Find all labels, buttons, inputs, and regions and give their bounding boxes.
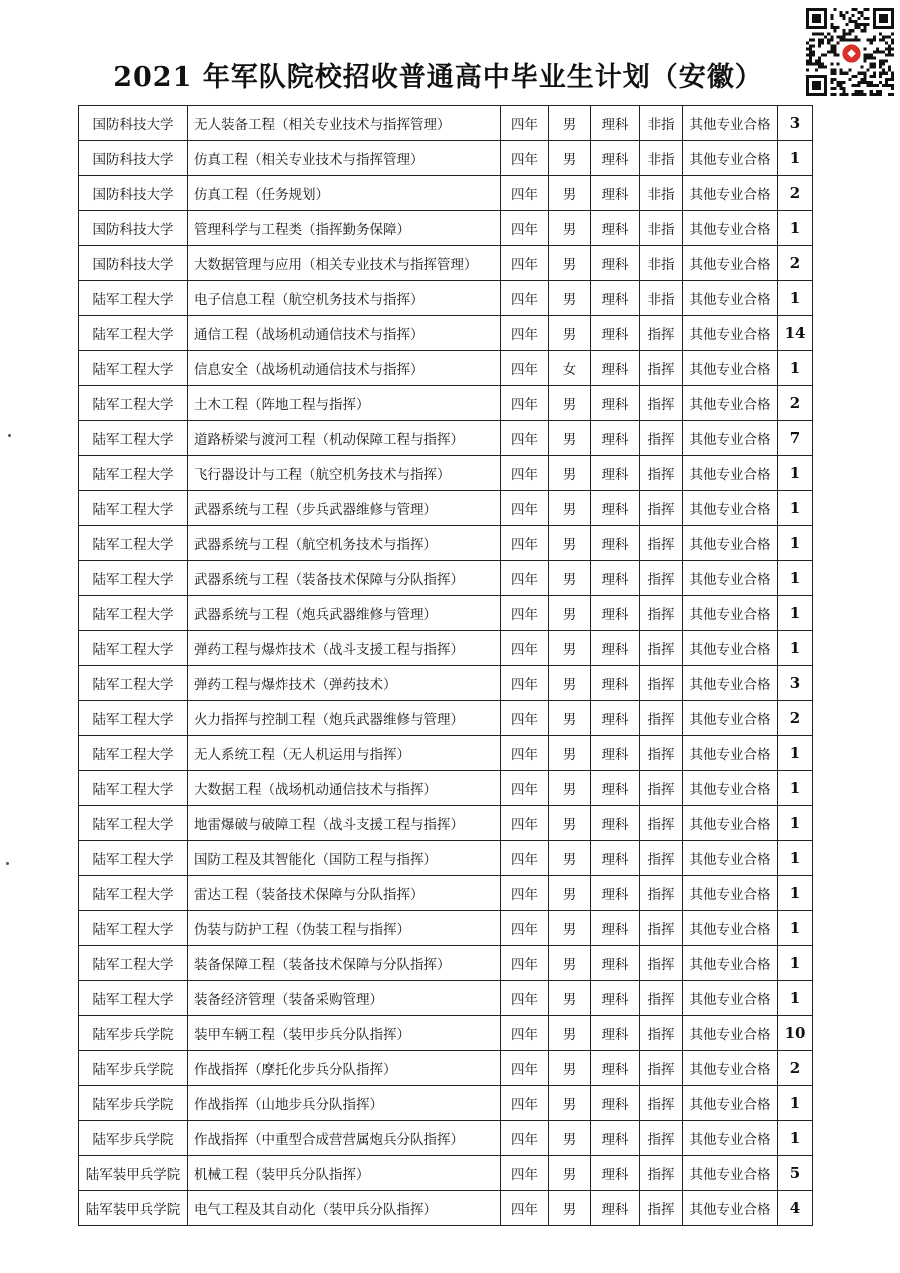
school-cell: 陆军装甲兵学院: [79, 1156, 188, 1191]
requirement-cell: 其他专业合格: [683, 911, 778, 946]
duration-cell: 四年: [501, 281, 549, 316]
subject-cell: 理科: [591, 806, 640, 841]
count-cell: 1: [778, 981, 813, 1016]
subject-cell: 理科: [591, 1191, 640, 1226]
subject-cell: 理科: [591, 421, 640, 456]
requirement-cell: 其他专业合格: [683, 771, 778, 806]
requirement-cell: 其他专业合格: [683, 946, 778, 981]
gender-cell: 男: [549, 736, 591, 771]
gender-cell: 男: [549, 1121, 591, 1156]
subject-cell: 理科: [591, 1016, 640, 1051]
requirement-cell: 其他专业合格: [683, 281, 778, 316]
major-cell: 作战指挥（山地步兵分队指挥）: [188, 1086, 501, 1121]
table-row: [79, 771, 813, 806]
qr-code: [806, 8, 894, 96]
requirement-cell: 其他专业合格: [683, 1191, 778, 1226]
major-cell: 大数据工程（战场机动通信技术与指挥）: [188, 771, 501, 806]
subject-cell: 理科: [591, 946, 640, 981]
gender-cell: 男: [549, 421, 591, 456]
duration-cell: 四年: [501, 1121, 549, 1156]
duration-cell: 四年: [501, 876, 549, 911]
subject-cell: 理科: [591, 596, 640, 631]
type-cell: 指挥: [640, 491, 683, 526]
subject-cell: 理科: [591, 526, 640, 561]
subject-cell: 理科: [591, 351, 640, 386]
type-cell: 指挥: [640, 596, 683, 631]
duration-cell: 四年: [501, 561, 549, 596]
type-cell: 指挥: [640, 421, 683, 456]
gender-cell: 男: [549, 771, 591, 806]
type-cell: 指挥: [640, 351, 683, 386]
school-cell: 陆军装甲兵学院: [79, 1191, 188, 1226]
major-cell: 通信工程（战场机动通信技术与指挥）: [188, 316, 501, 351]
type-cell: 指挥: [640, 1086, 683, 1121]
table-row: [79, 526, 813, 561]
duration-cell: 四年: [501, 246, 549, 281]
requirement-cell: 其他专业合格: [683, 841, 778, 876]
major-cell: 土木工程（阵地工程与指挥）: [188, 386, 501, 421]
table-row: [79, 806, 813, 841]
table-row: [79, 1121, 813, 1156]
school-cell: 陆军工程大学: [79, 421, 188, 456]
subject-cell: 理科: [591, 491, 640, 526]
gender-cell: 男: [549, 666, 591, 701]
requirement-cell: 其他专业合格: [683, 421, 778, 456]
major-cell: 武器系统与工程（炮兵武器维修与管理）: [188, 596, 501, 631]
requirement-cell: 其他专业合格: [683, 981, 778, 1016]
type-cell: 指挥: [640, 736, 683, 771]
duration-cell: 四年: [501, 946, 549, 981]
requirement-cell: 其他专业合格: [683, 176, 778, 211]
major-cell: 作战指挥（摩托化步兵分队指挥）: [188, 1051, 501, 1086]
gender-cell: 男: [549, 806, 591, 841]
scan-dot: [6, 862, 9, 865]
requirement-cell: 其他专业合格: [683, 666, 778, 701]
table-row: [79, 701, 813, 736]
subject-cell: 理科: [591, 386, 640, 421]
subject-cell: 理科: [591, 736, 640, 771]
gender-cell: 男: [549, 631, 591, 666]
type-cell: 指挥: [640, 386, 683, 421]
duration-cell: 四年: [501, 316, 549, 351]
requirement-cell: 其他专业合格: [683, 631, 778, 666]
type-cell: 指挥: [640, 701, 683, 736]
table-row: [79, 981, 813, 1016]
subject-cell: 理科: [591, 876, 640, 911]
requirement-cell: 其他专业合格: [683, 1156, 778, 1191]
count-cell: 1: [778, 806, 813, 841]
gender-cell: 男: [549, 911, 591, 946]
school-cell: 陆军步兵学院: [79, 1121, 188, 1156]
requirement-cell: 其他专业合格: [683, 351, 778, 386]
subject-cell: 理科: [591, 1156, 640, 1191]
duration-cell: 四年: [501, 736, 549, 771]
gender-cell: 男: [549, 526, 591, 561]
subject-cell: 理科: [591, 1121, 640, 1156]
duration-cell: 四年: [501, 386, 549, 421]
gender-cell: 男: [549, 1191, 591, 1226]
school-cell: 陆军工程大学: [79, 561, 188, 596]
requirement-cell: 其他专业合格: [683, 1051, 778, 1086]
major-cell: 地雷爆破与破障工程（战斗支援工程与指挥）: [188, 806, 501, 841]
count-cell: 7: [778, 421, 813, 456]
gender-cell: 男: [549, 561, 591, 596]
type-cell: 指挥: [640, 841, 683, 876]
type-cell: 指挥: [640, 1156, 683, 1191]
count-cell: 3: [778, 106, 813, 141]
major-cell: 管理科学与工程类（指挥勤务保障）: [188, 211, 501, 246]
duration-cell: 四年: [501, 771, 549, 806]
type-cell: 指挥: [640, 771, 683, 806]
duration-cell: 四年: [501, 141, 549, 176]
count-cell: 1: [778, 736, 813, 771]
table-row: [79, 421, 813, 456]
major-cell: 电气工程及其自动化（装甲兵分队指挥）: [188, 1191, 501, 1226]
school-cell: 国防科技大学: [79, 211, 188, 246]
school-cell: 陆军工程大学: [79, 631, 188, 666]
gender-cell: 男: [549, 176, 591, 211]
duration-cell: 四年: [501, 421, 549, 456]
count-cell: 2: [778, 176, 813, 211]
count-cell: 14: [778, 316, 813, 351]
school-cell: 陆军步兵学院: [79, 1016, 188, 1051]
school-cell: 陆军工程大学: [79, 316, 188, 351]
major-cell: 无人装备工程（相关专业技术与指挥管理）: [188, 106, 501, 141]
table-row: [79, 491, 813, 526]
count-cell: 1: [778, 911, 813, 946]
type-cell: 非指: [640, 281, 683, 316]
count-cell: 1: [778, 596, 813, 631]
subject-cell: 理科: [591, 316, 640, 351]
table-row: [79, 876, 813, 911]
gender-cell: 男: [549, 246, 591, 281]
subject-cell: 理科: [591, 106, 640, 141]
subject-cell: 理科: [591, 981, 640, 1016]
subject-cell: 理科: [591, 631, 640, 666]
table-row: [79, 736, 813, 771]
major-cell: 武器系统与工程（步兵武器维修与管理）: [188, 491, 501, 526]
major-cell: 装备保障工程（装备技术保障与分队指挥）: [188, 946, 501, 981]
table-row: [79, 141, 813, 176]
count-cell: 10: [778, 1016, 813, 1051]
table-row: [79, 281, 813, 316]
gender-cell: 男: [549, 386, 591, 421]
major-cell: 机械工程（装甲兵分队指挥）: [188, 1156, 501, 1191]
school-cell: 陆军工程大学: [79, 491, 188, 526]
type-cell: 指挥: [640, 911, 683, 946]
type-cell: 指挥: [640, 1191, 683, 1226]
school-cell: 陆军步兵学院: [79, 1051, 188, 1086]
duration-cell: 四年: [501, 1086, 549, 1121]
subject-cell: 理科: [591, 1086, 640, 1121]
requirement-cell: 其他专业合格: [683, 1086, 778, 1121]
table-row: [79, 946, 813, 981]
school-cell: 陆军工程大学: [79, 526, 188, 561]
duration-cell: 四年: [501, 666, 549, 701]
gender-cell: 男: [549, 1016, 591, 1051]
subject-cell: 理科: [591, 841, 640, 876]
table-row: [79, 1016, 813, 1051]
requirement-cell: 其他专业合格: [683, 106, 778, 141]
duration-cell: 四年: [501, 981, 549, 1016]
enrollment-plan-table: [78, 105, 813, 1226]
type-cell: 指挥: [640, 946, 683, 981]
count-cell: 1: [778, 351, 813, 386]
duration-cell: 四年: [501, 176, 549, 211]
duration-cell: 四年: [501, 351, 549, 386]
scan-dot: [8, 434, 11, 437]
school-cell: 陆军工程大学: [79, 841, 188, 876]
school-cell: 国防科技大学: [79, 246, 188, 281]
type-cell: 指挥: [640, 806, 683, 841]
major-cell: 火力指挥与控制工程（炮兵武器维修与管理）: [188, 701, 501, 736]
major-cell: 装备经济管理（装备采购管理）: [188, 981, 501, 1016]
type-cell: 非指: [640, 211, 683, 246]
count-cell: 1: [778, 1086, 813, 1121]
count-cell: 1: [778, 841, 813, 876]
gender-cell: 男: [549, 491, 591, 526]
gender-cell: 男: [549, 456, 591, 491]
major-cell: 弹药工程与爆炸技术（弹药技术）: [188, 666, 501, 701]
type-cell: 指挥: [640, 876, 683, 911]
type-cell: 指挥: [640, 981, 683, 1016]
table-row: [79, 1191, 813, 1226]
count-cell: 1: [778, 561, 813, 596]
type-cell: 指挥: [640, 561, 683, 596]
requirement-cell: 其他专业合格: [683, 701, 778, 736]
gender-cell: 男: [549, 596, 591, 631]
requirement-cell: 其他专业合格: [683, 141, 778, 176]
gender-cell: 男: [549, 281, 591, 316]
subject-cell: 理科: [591, 281, 640, 316]
major-cell: 无人系统工程（无人机运用与指挥）: [188, 736, 501, 771]
duration-cell: 四年: [501, 106, 549, 141]
subject-cell: 理科: [591, 246, 640, 281]
major-cell: 武器系统与工程（装备技术保障与分队指挥）: [188, 561, 501, 596]
count-cell: 1: [778, 771, 813, 806]
requirement-cell: 其他专业合格: [683, 596, 778, 631]
school-cell: 陆军工程大学: [79, 456, 188, 491]
count-cell: 1: [778, 281, 813, 316]
gender-cell: 男: [549, 701, 591, 736]
requirement-cell: 其他专业合格: [683, 1121, 778, 1156]
duration-cell: 四年: [501, 526, 549, 561]
school-cell: 国防科技大学: [79, 106, 188, 141]
major-cell: 道路桥梁与渡河工程（机动保障工程与指挥）: [188, 421, 501, 456]
duration-cell: 四年: [501, 1016, 549, 1051]
count-cell: 1: [778, 946, 813, 981]
table-row: [79, 841, 813, 876]
requirement-cell: 其他专业合格: [683, 386, 778, 421]
school-cell: 陆军工程大学: [79, 701, 188, 736]
school-cell: 陆军工程大学: [79, 806, 188, 841]
table-row: [79, 631, 813, 666]
subject-cell: 理科: [591, 666, 640, 701]
gender-cell: 男: [549, 876, 591, 911]
table-row: [79, 106, 813, 141]
school-cell: 陆军步兵学院: [79, 1086, 188, 1121]
subject-cell: 理科: [591, 211, 640, 246]
requirement-cell: 其他专业合格: [683, 736, 778, 771]
major-cell: 信息安全（战场机动通信技术与指挥）: [188, 351, 501, 386]
type-cell: 非指: [640, 176, 683, 211]
gender-cell: 男: [549, 946, 591, 981]
type-cell: 指挥: [640, 1121, 683, 1156]
count-cell: 1: [778, 1121, 813, 1156]
table-row: [79, 666, 813, 701]
duration-cell: 四年: [501, 1156, 549, 1191]
table-row: [79, 316, 813, 351]
type-cell: 指挥: [640, 526, 683, 561]
duration-cell: 四年: [501, 1051, 549, 1086]
major-cell: 弹药工程与爆炸技术（战斗支援工程与指挥）: [188, 631, 501, 666]
subject-cell: 理科: [591, 456, 640, 491]
duration-cell: 四年: [501, 491, 549, 526]
count-cell: 4: [778, 1191, 813, 1226]
table-row: [79, 911, 813, 946]
major-cell: 雷达工程（装备技术保障与分队指挥）: [188, 876, 501, 911]
major-cell: 大数据管理与应用（相关专业技术与指挥管理）: [188, 246, 501, 281]
school-cell: 陆军工程大学: [79, 876, 188, 911]
count-cell: 2: [778, 701, 813, 736]
gender-cell: 男: [549, 841, 591, 876]
major-cell: 仿真工程（相关专业技术与指挥管理）: [188, 141, 501, 176]
gender-cell: 男: [549, 981, 591, 1016]
requirement-cell: 其他专业合格: [683, 876, 778, 911]
type-cell: 指挥: [640, 631, 683, 666]
gender-cell: 男: [549, 1051, 591, 1086]
school-cell: 陆军工程大学: [79, 281, 188, 316]
gender-cell: 女: [549, 351, 591, 386]
duration-cell: 四年: [501, 456, 549, 491]
requirement-cell: 其他专业合格: [683, 211, 778, 246]
page-title: 2021 年军队院校招收普通高中毕业生计划（安徽）: [113, 62, 763, 93]
table-row: [79, 1051, 813, 1086]
table-row: [79, 1156, 813, 1191]
gender-cell: 男: [549, 1156, 591, 1191]
table-row: [79, 561, 813, 596]
subject-cell: 理科: [591, 771, 640, 806]
school-cell: 陆军工程大学: [79, 771, 188, 806]
subject-cell: 理科: [591, 1051, 640, 1086]
school-cell: 国防科技大学: [79, 141, 188, 176]
major-cell: 电子信息工程（航空机务技术与指挥）: [188, 281, 501, 316]
gender-cell: 男: [549, 316, 591, 351]
school-cell: 陆军工程大学: [79, 351, 188, 386]
major-cell: 国防工程及其智能化（国防工程与指挥）: [188, 841, 501, 876]
duration-cell: 四年: [501, 211, 549, 246]
major-cell: 装甲车辆工程（装甲步兵分队指挥）: [188, 1016, 501, 1051]
table-row: [79, 596, 813, 631]
duration-cell: 四年: [501, 596, 549, 631]
requirement-cell: 其他专业合格: [683, 561, 778, 596]
gender-cell: 男: [549, 211, 591, 246]
school-cell: 陆军工程大学: [79, 946, 188, 981]
school-cell: 陆军工程大学: [79, 911, 188, 946]
gender-cell: 男: [549, 141, 591, 176]
duration-cell: 四年: [501, 701, 549, 736]
count-cell: 1: [778, 526, 813, 561]
count-cell: 2: [778, 246, 813, 281]
requirement-cell: 其他专业合格: [683, 456, 778, 491]
count-cell: 3: [778, 666, 813, 701]
count-cell: 1: [778, 491, 813, 526]
count-cell: 2: [778, 1051, 813, 1086]
duration-cell: 四年: [501, 631, 549, 666]
table-row: [79, 351, 813, 386]
school-cell: 陆军工程大学: [79, 981, 188, 1016]
school-cell: 陆军工程大学: [79, 736, 188, 771]
subject-cell: 理科: [591, 141, 640, 176]
count-cell: 1: [778, 456, 813, 491]
table-row: [79, 456, 813, 491]
school-cell: 国防科技大学: [79, 176, 188, 211]
count-cell: 1: [778, 141, 813, 176]
major-cell: 作战指挥（中重型合成营营属炮兵分队指挥）: [188, 1121, 501, 1156]
table-row: [79, 176, 813, 211]
table-row: [79, 1086, 813, 1121]
type-cell: 指挥: [640, 666, 683, 701]
type-cell: 指挥: [640, 1016, 683, 1051]
duration-cell: 四年: [501, 1191, 549, 1226]
duration-cell: 四年: [501, 911, 549, 946]
table-row: [79, 211, 813, 246]
type-cell: 非指: [640, 141, 683, 176]
requirement-cell: 其他专业合格: [683, 491, 778, 526]
requirement-cell: 其他专业合格: [683, 1016, 778, 1051]
subject-cell: 理科: [591, 701, 640, 736]
school-cell: 陆军工程大学: [79, 596, 188, 631]
type-cell: 非指: [640, 246, 683, 281]
major-cell: 飞行器设计与工程（航空机务技术与指挥）: [188, 456, 501, 491]
subject-cell: 理科: [591, 911, 640, 946]
type-cell: 指挥: [640, 316, 683, 351]
major-cell: 仿真工程（任务规划）: [188, 176, 501, 211]
type-cell: 指挥: [640, 456, 683, 491]
count-cell: 2: [778, 386, 813, 421]
type-cell: 非指: [640, 106, 683, 141]
count-cell: 1: [778, 876, 813, 911]
gender-cell: 男: [549, 106, 591, 141]
count-cell: 5: [778, 1156, 813, 1191]
requirement-cell: 其他专业合格: [683, 246, 778, 281]
subject-cell: 理科: [591, 561, 640, 596]
major-cell: 武器系统与工程（航空机务技术与指挥）: [188, 526, 501, 561]
count-cell: 1: [778, 211, 813, 246]
school-cell: 陆军工程大学: [79, 666, 188, 701]
requirement-cell: 其他专业合格: [683, 316, 778, 351]
count-cell: 1: [778, 631, 813, 666]
subject-cell: 理科: [591, 176, 640, 211]
table-row: [79, 246, 813, 281]
duration-cell: 四年: [501, 841, 549, 876]
school-cell: 陆军工程大学: [79, 386, 188, 421]
table-row: [79, 386, 813, 421]
gender-cell: 男: [549, 1086, 591, 1121]
duration-cell: 四年: [501, 806, 549, 841]
type-cell: 指挥: [640, 1051, 683, 1086]
requirement-cell: 其他专业合格: [683, 526, 778, 561]
requirement-cell: 其他专业合格: [683, 806, 778, 841]
major-cell: 伪装与防护工程（伪装工程与指挥）: [188, 911, 501, 946]
